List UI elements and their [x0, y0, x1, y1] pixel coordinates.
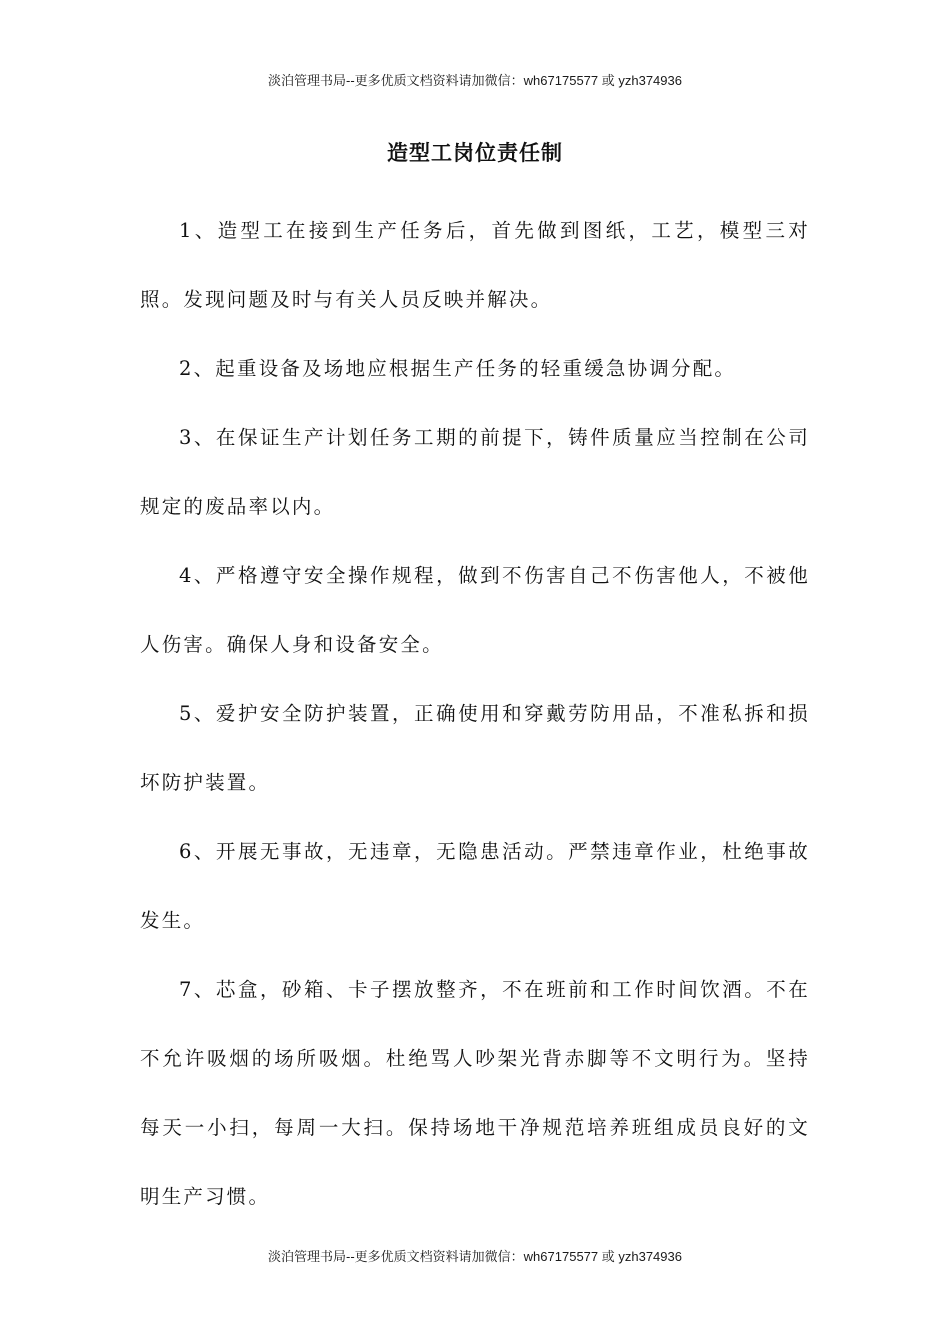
paragraph-6: 6、开展无事故，无违章，无隐患活动。严禁违章作业，杜绝事故发生。 — [140, 840, 810, 932]
page-footer-watermark: 淡泊管理书局--更多优质文档资料请加微信：wh67175577 或 yzh374936 — [268, 1249, 682, 1264]
paragraph-7: 7、芯盒，砂箱、卡子摆放整齐，不在班前和工作时间饮酒。不在不允许吸烟的场所吸烟。杜绝骂人吵架光背赤脚等不文明行为。坚持每天一小扫，每周一大扫。保持场地干净规范培养班组成员良好的文明生产习惯。 — [140, 978, 810, 1208]
page-header-watermark: 淡泊管理书局--更多优质文档资料请加微信：wh67175577 或 yzh374936 — [268, 73, 682, 88]
paragraph-3: 3、在保证生产计划任务工期的前提下，铸件质量应当控制在公司规定的废品率以内。 — [140, 426, 810, 518]
paragraph-5: 5、爱护安全防护装置，正确使用和穿戴劳防用品，不准私拆和损坏防护装置。 — [140, 702, 810, 794]
document-body — [140, 196, 810, 1231]
paragraph-4: 4、严格遵守安全操作规程，做到不伤害自己不伤害他人，不被他人伤害。确保人身和设备安全。 — [140, 564, 810, 656]
document-title: 造型工岗位责任制 — [387, 141, 563, 165]
paragraph-1: 1、造型工在接到生产任务后，首先做到图纸，工艺，模型三对照。发现问题及时与有关人员反映并解决。 — [140, 219, 810, 311]
paragraph-2: 2、起重设备及场地应根据生产任务的轻重缓急协调分配。 — [179, 357, 737, 380]
